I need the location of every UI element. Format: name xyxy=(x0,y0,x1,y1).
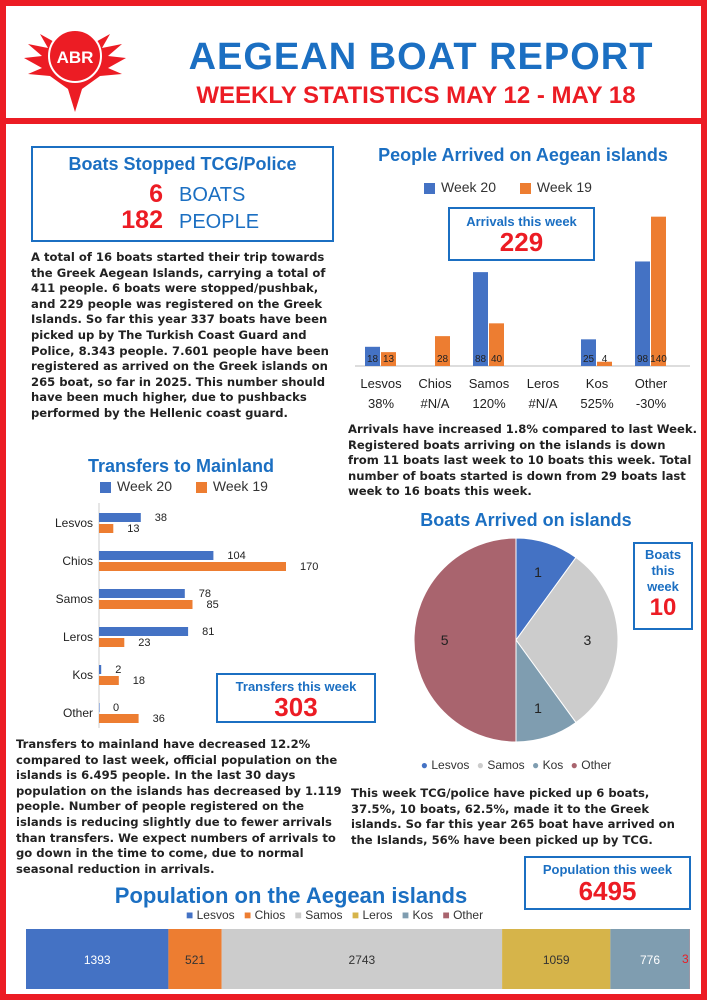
legend-week19: Week 19 xyxy=(196,478,268,494)
intro-paragraph: A total of 16 boats started their trip towards the Greek Aegean Islands, carrying a total of 411 people. 6 boats were stopped/pushbak, and 229 people was registered on the Greek Islands. So far this year 337 boats have been picked up by The Turkish Coast Guard and Police, 8.343 people. 7.601 people have been registered as arrived on the Greek islands on 265 boat, so far in 2025. This number should have been much higher, due to pushbacks performed by the Hellenic coast guard. xyxy=(31,250,329,420)
boats-week-box xyxy=(633,542,693,630)
bar-value-label: 13 xyxy=(382,354,395,365)
stopped-boats-label: BOATS xyxy=(179,184,246,206)
page-title: AEGEAN BOAT REPORT xyxy=(188,36,654,78)
bar-chios-week19 xyxy=(99,562,286,571)
abr-logo-icon xyxy=(20,16,130,116)
boats-pie-chart xyxy=(396,536,636,756)
header xyxy=(6,6,701,124)
stopped-heading: Boats Stopped TCG/Police xyxy=(68,154,297,174)
bar-other-week19 xyxy=(651,217,666,366)
transfers-heading: Transfers to Mainland xyxy=(87,456,275,476)
bar-leros-week19 xyxy=(99,638,124,647)
tick-label-samos: Samos xyxy=(55,592,93,606)
bar-value-label: 4 xyxy=(601,354,608,365)
stopped-box xyxy=(31,146,334,242)
bar-value-label: 88 xyxy=(474,354,487,365)
bar-value-label: 104 xyxy=(227,550,246,562)
bar-value-label: 85 xyxy=(206,599,219,611)
bar-leros-week20 xyxy=(99,627,188,636)
boats-week-label-line3: week xyxy=(647,579,679,594)
pct-label-chios: #N/A xyxy=(420,396,450,411)
legend-week19: Week 19 xyxy=(520,179,592,195)
pop-value-label: 1059 xyxy=(542,953,570,967)
bar-value-label: 36 xyxy=(152,713,165,725)
pie-value-label: 1 xyxy=(534,564,542,581)
transfers-week-box xyxy=(216,673,376,723)
bar-value-label: 28 xyxy=(436,354,449,365)
boats-week-label-line2: this xyxy=(651,563,675,578)
page-number: 3 xyxy=(682,952,689,966)
legend-week20: Week 20 xyxy=(424,179,496,195)
pie-value-label: 5 xyxy=(440,632,449,648)
arrivals-week-label: Arrivals this week xyxy=(466,214,577,229)
logo-text: ABR xyxy=(56,48,94,67)
pie-slice-other xyxy=(414,538,516,742)
arrivals-week-value: 229 xyxy=(499,227,544,257)
transfers-legend xyxy=(100,478,268,494)
tick-label-other: Other xyxy=(634,376,668,391)
tick-label-other: Other xyxy=(62,706,93,720)
bar-value-label: 13 xyxy=(127,523,140,535)
stopped-boats-value: 6 xyxy=(149,180,163,208)
bar-value-label: 170 xyxy=(300,561,319,573)
bar-value-label: 18 xyxy=(132,675,146,687)
tick-label-samos: Samos xyxy=(468,376,510,391)
tick-label-chios: Chios xyxy=(62,554,93,568)
tick-label-leros: Leros xyxy=(526,376,560,391)
transfers-paragraph: Transfers to mainland have decreased 12.2% compared to last week, official population on the islands is 6.495 people. In the last 30 days population on the islands has decreased by 1.119 people. Number of people registered on the islands is reducing slightly due to fewer arrivals than transfers. We expect numbers of arrivals to go down in the time to come, due to normal seasonal reduction in arrivals. xyxy=(16,737,342,876)
stopped-people-label: PEOPLE xyxy=(179,211,260,233)
bar-kos-week20 xyxy=(99,665,101,674)
boats-islands-paragraph: This week TCG/police have picked up 6 boats, 37.5%, 10 boats, 62.5%, made it to the Greek islands. So far this year 265 boat have arrived on the Islands, 56% have been picked up by TCG. xyxy=(351,786,675,847)
bar-other-week20 xyxy=(635,261,650,366)
population-week-value: 6495 xyxy=(578,876,637,906)
bar-value-label: 38 xyxy=(154,512,168,524)
pct-label-lesvos: 38% xyxy=(367,396,395,411)
pop-value-label: 521 xyxy=(185,953,206,967)
arrivals-legend xyxy=(424,179,592,195)
pct-label-leros: #N/A xyxy=(528,396,558,411)
pie-legend: ● Lesvos ● Samos ● Kos ● Other xyxy=(420,758,612,772)
tick-label-lesvos: Lesvos xyxy=(360,376,402,391)
bar-value-label: 18 xyxy=(366,354,379,365)
bar-samos-week20 xyxy=(99,589,185,598)
pie-value-label: 1 xyxy=(534,699,542,716)
bar-value-label: 98 xyxy=(636,354,649,365)
bar-lesvos-week20 xyxy=(99,513,141,522)
population-week-box xyxy=(524,856,691,910)
transfers-week-value: 303 xyxy=(274,692,318,722)
population-legend: ■ Lesvos ■ Chios ■ Samos ■ Leros ■ Kos ■ Other xyxy=(186,908,484,922)
stopped-people-value: 182 xyxy=(121,206,163,234)
tick-label-chios: Chios xyxy=(418,376,452,391)
pie-value-label: 3 xyxy=(583,632,592,648)
bar-value-label: 25 xyxy=(582,354,595,365)
pct-label-kos: 525% xyxy=(580,396,614,411)
pct-label-other: -30% xyxy=(635,396,667,411)
page-subtitle: WEEKLY STATISTICS MAY 12 - MAY 18 xyxy=(196,82,636,109)
population-week-label: Population this week xyxy=(542,862,673,877)
bar-value-label: 0 xyxy=(113,702,120,714)
bar-kos-week19 xyxy=(99,676,119,685)
bar-other-week19 xyxy=(99,714,139,723)
bar-lesvos-week19 xyxy=(99,524,113,533)
tick-label-kos: Kos xyxy=(585,376,609,391)
population-heading: Population on the Aegean islands xyxy=(114,883,468,908)
legend-week20: Week 20 xyxy=(100,478,172,494)
tick-label-lesvos: Lesvos xyxy=(54,516,93,530)
bar-samos-week19 xyxy=(99,600,193,609)
bar-value-label: 81 xyxy=(202,626,215,638)
tick-label-leros: Leros xyxy=(62,630,93,644)
arrivals-heading: People Arrived on Aegean islands xyxy=(378,145,668,165)
boats-islands-heading: Boats Arrived on islands xyxy=(420,510,632,530)
bar-value-label: 2 xyxy=(115,664,122,676)
bar-samos-week20 xyxy=(473,272,488,366)
population-stacked-bar xyxy=(26,926,696,992)
bar-value-label: 78 xyxy=(198,588,212,600)
arrivals-paragraph: Arrivals have increased 1.8% compared to last Week. Registered boats arriving on the islands is down from 11 boats last week to 10 boats this week. Total number of boats started is down from 29 boats last week to 16 boats this week. xyxy=(348,422,697,499)
bar-value-label: 23 xyxy=(138,637,151,649)
pop-value-label: 2743 xyxy=(348,953,376,967)
boats-week-label-line1: Boats xyxy=(644,547,682,562)
pop-value-label: 776 xyxy=(640,953,661,967)
bar-chios-week20 xyxy=(99,551,213,560)
bar-value-label: 40 xyxy=(490,354,503,365)
bar-other-week20 xyxy=(99,703,100,712)
transfers-week-label: Transfers this week xyxy=(235,679,357,694)
boats-week-value: 10 xyxy=(649,594,677,621)
tick-label-kos: Kos xyxy=(72,668,93,682)
bar-value-label: 140 xyxy=(650,354,667,365)
arrivals-week-box xyxy=(448,207,595,261)
pop-value-label: 1393 xyxy=(83,953,111,967)
pct-label-samos: 120% xyxy=(472,396,506,411)
